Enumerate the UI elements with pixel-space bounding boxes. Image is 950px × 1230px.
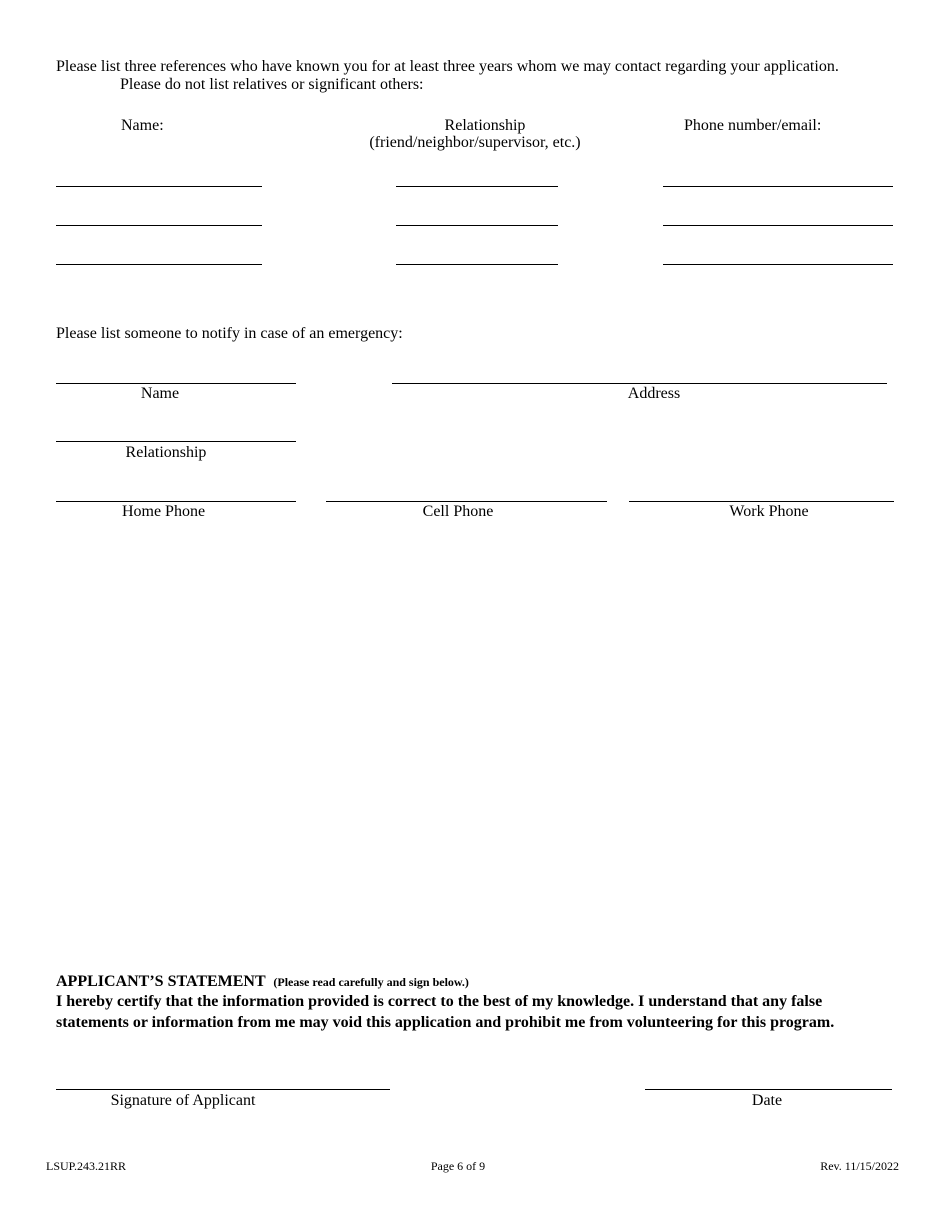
emergency-cell-phone-field[interactable] xyxy=(326,501,607,502)
statement-heading xyxy=(56,973,469,991)
reference-1-contact-field[interactable] xyxy=(663,186,893,187)
emergency-work-phone-label: Work Phone xyxy=(729,503,809,520)
reference-3-relationship-field[interactable] xyxy=(396,264,558,265)
reference-1-name-field[interactable] xyxy=(56,186,262,187)
date-field[interactable] xyxy=(645,1089,892,1090)
col-header-relationship-hint: (friend/neighbor/supervisor, etc.) xyxy=(369,134,581,151)
references-intro: Please list three references who have known you for at least three years whom we may contact regarding your application. xyxy=(56,58,839,75)
emergency-cell-phone-label: Cell Phone xyxy=(422,503,494,520)
emergency-home-phone-field[interactable] xyxy=(56,501,296,502)
emergency-relationship-field[interactable] xyxy=(56,441,296,442)
references-instruction: Please do not list relatives or significant others: xyxy=(120,76,424,93)
emergency-name-label: Name xyxy=(140,385,180,402)
col-header-relationship: Relationship xyxy=(444,117,526,134)
emergency-home-phone-label: Home Phone xyxy=(121,503,206,520)
reference-3-contact-field[interactable] xyxy=(663,264,893,265)
statement-line-2: statements or information from me may void this application and prohibit me from volunteering for this program. xyxy=(56,1014,835,1031)
col-header-contact: Phone number/email: xyxy=(684,117,822,134)
reference-2-contact-field[interactable] xyxy=(663,225,893,226)
emergency-name-field[interactable] xyxy=(56,383,296,384)
footer-revision: Rev. 11/15/2022 xyxy=(820,1159,899,1173)
reference-2-relationship-field[interactable] xyxy=(396,225,558,226)
date-label: Date xyxy=(751,1092,783,1109)
emergency-relationship-label: Relationship xyxy=(125,444,207,461)
statement-title: APPLICANT’S STATEMENT xyxy=(56,973,266,990)
emergency-address-label: Address xyxy=(627,385,681,402)
reference-2-name-field[interactable] xyxy=(56,225,262,226)
reference-3-name-field[interactable] xyxy=(56,264,262,265)
reference-1-relationship-field[interactable] xyxy=(396,186,558,187)
emergency-intro: Please list someone to notify in case of an emergency: xyxy=(56,325,403,342)
col-header-name: Name: xyxy=(121,117,164,134)
statement-line-1: I hereby certify that the information provided is correct to the best of my knowledge. I understand that any false xyxy=(56,993,823,1010)
signature-label: Signature of Applicant xyxy=(110,1092,256,1109)
signature-field[interactable] xyxy=(56,1089,390,1090)
emergency-work-phone-field[interactable] xyxy=(629,501,894,502)
statement-note: (Please read carefully and sign below.) xyxy=(273,975,469,989)
footer-page-number: Page 6 of 9 xyxy=(430,1159,486,1173)
emergency-address-field[interactable] xyxy=(392,383,887,384)
footer-form-code: LSUP.243.21RR xyxy=(46,1159,127,1173)
